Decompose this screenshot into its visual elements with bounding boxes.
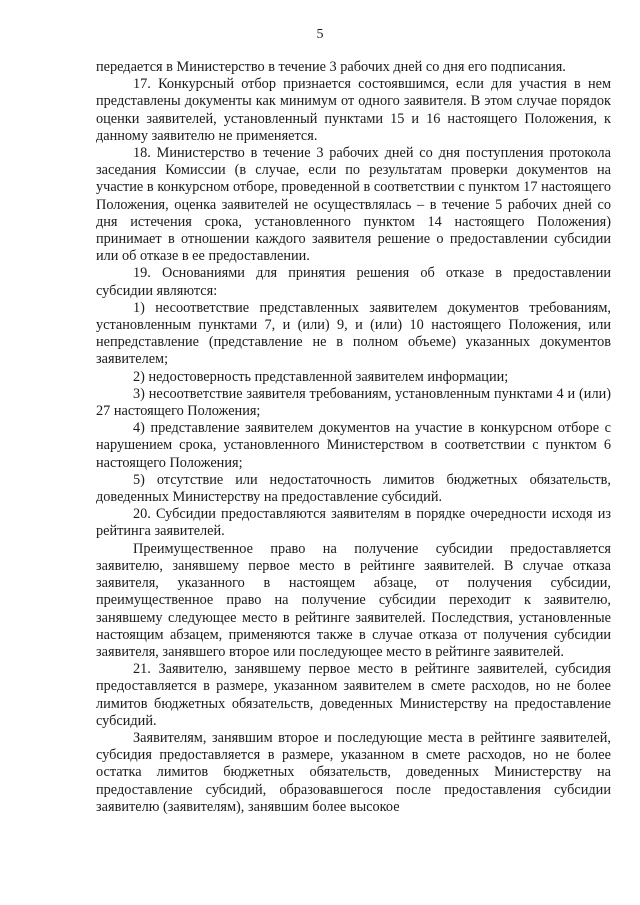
- paragraph-continuation: передается в Министерство в течение 3 рабочих дней со дня его подписания.: [96, 59, 566, 75]
- paragraph-21-others: Заявителям, занявшим второе и последующие места в рейтинге заявителей, субсидия предоставляется в размере, указанном в смете расходов, но не более остатка лимитов бюджетных обязательств, доведенных Министерству на предоставление субсидий, образовавшегося после предоставления субсидии заявителю (заявителям), занявшим более высокое: [96, 729, 611, 815]
- page-number: 5: [316, 27, 324, 42]
- paragraph-17: 17. Конкурсный отбор признается состоявшимся, если для участия в нем представлены документы как минимум от одного заявителя. В этом случае порядок оценки заявителей, установленный пунктами 15 и 16 настоящего Положения, к данному заявителю не применяется.: [96, 76, 611, 144]
- list-item-19-5: 5) отсутствие или недостаточность лимитов бюджетных обязательств, доведенных Министерству на предоставление субсидий.: [96, 471, 611, 506]
- paragraph-19: 19. Основаниями для принятия решения об отказе в предоставлении субсидии являются:: [96, 265, 611, 299]
- list-item-19-1: 1) несоответствие представленных заявителем документов требованиям, установленным пунктами 7, и (или) 9, и (или) 10 настоящего Положения, или непредставление (представление не в полном объеме) указанных документов заявителем;: [96, 299, 611, 368]
- paragraph-20-priority: Преимущественное право на получение субсидии предоставляется заявителю, занявшему первое место в рейтинге заявителей. В случае отказа заявителя, указанного в настоящем абзаце, от получения субсидии, преимущественное право на получение субсидии переходит к заявителю, занявшему следующее место в рейтинге заявителей. Последствия, установленные настоящим абзацем, применяются также в случае отказа от получения субсидии заявителя, занявшего второе или последующее место в рейтинге заявителей.: [96, 540, 611, 660]
- paragraph-18: 18. Министерство в течение 3 рабочих дней со дня поступления протокола заседания Комиссии (в случае, если по результатам проверки документов на участие в конкурсном отборе, проведенной в соответствии с пунктом 17 настоящего Положения, оценка заявителей не осуществлялась – в течение 5 рабочих дней со дня истечения срока, установленного пунктом 14 настоящего Положения) принимает в отношении каждого заявителя решение о предоставлении субсидии или об отказе в ее предоставлении.: [96, 145, 611, 265]
- paragraph-20: 20. Субсидии предоставляются заявителям в порядке очередности исходя из рейтинга заявителей.: [96, 506, 611, 540]
- paragraph-21: 21. Заявителю, занявшему первое место в рейтинге заявителей, субсидия предоставляется в размере, указанном заявителем в смете расходов, но не более лимитов бюджетных обязательств, доведенных Министерству на предоставление субсидий.: [96, 661, 611, 729]
- list-item-19-4: 4) представление заявителем документов на участие в конкурсном отборе с нарушением срока, установленного Министерством в соответствии с пунктом 6 настоящего Положения;: [96, 420, 611, 471]
- body-text: [96, 59, 611, 816]
- list-item-19-2: 2) недостоверность представленной заявителем информации;: [133, 368, 509, 385]
- list-item-19-3: 3) несоответствие заявителя требованиям, установленным пунктами 4 и (или) 27 настоящего Положения;: [96, 385, 611, 420]
